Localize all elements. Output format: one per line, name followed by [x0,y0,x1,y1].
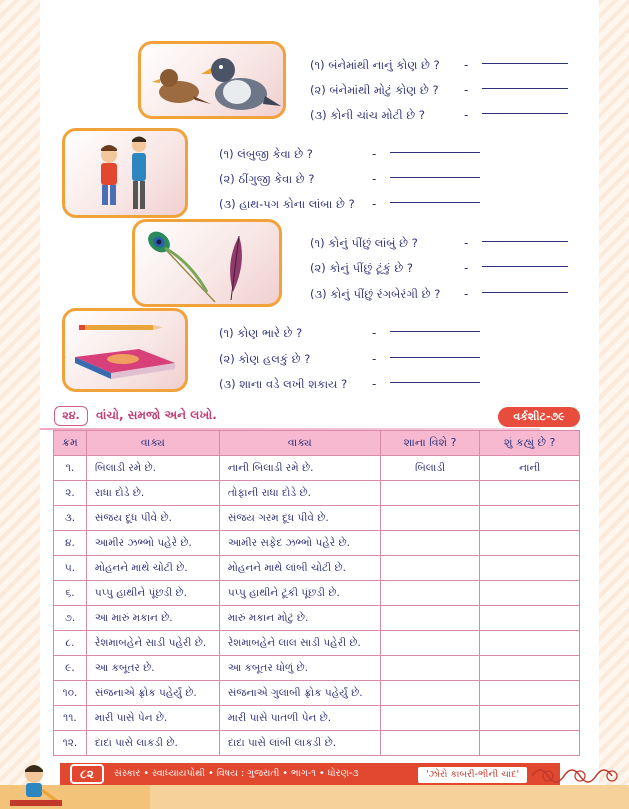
sentence-cell: પપ્પુ હાથીને પૂંછડી છે. [86,581,219,606]
answer-line-1-1[interactable] [482,63,568,64]
answer-cell[interactable] [480,606,580,631]
dash: - [464,287,469,301]
table-row [54,656,580,681]
answer-cell[interactable] [380,606,480,631]
answer-cell[interactable] [480,656,580,681]
serial-cell: ૧૦. [54,681,87,706]
sentence-cell: સંજય ગરમ દૂધ પીવે છે. [219,506,380,531]
exercise-heading [40,406,560,428]
table-row [54,681,580,706]
serial-cell: ૯. [54,656,87,681]
sentence-cell: રેશમાબહેને સાડી પહેરી છે. [86,631,219,656]
answer-cell[interactable] [380,481,480,506]
exercise-number: ૨૪. [54,406,88,426]
sentence-cell: પપ્પુ હાથીને ટૂંકી પૂંછડી છે. [219,581,380,606]
table-row [54,631,580,656]
dash: - [372,326,377,340]
footer-strip [150,785,629,809]
answer-cell[interactable] [380,506,480,531]
exercise-title: વાંચો, સમજો અને લખો. [96,408,217,422]
table-row [54,581,580,606]
sentence-cell: આમીર ઝભ્ભો પહેરે છે. [86,531,219,556]
sentence-cell: નાની બિલાડી રમે છે. [219,456,380,481]
sentence-cell: આ કબૂતર છે. [86,656,219,681]
answer-cell[interactable] [480,531,580,556]
dash: - [464,108,469,122]
serial-cell: ૬. [54,581,87,606]
sentence-cell: મોહનને માથે લાંબી ચોટી છે. [219,556,380,581]
book-pencil-picture [62,308,188,392]
sentence-cell: દાદા પાસે લાકડી છે. [86,731,219,756]
question-4-3: (૩) શાના વડે લખી શકાય ? [219,377,348,391]
table-row [54,531,580,556]
sentence-cell: સંજનાએ ગુલાબી ફ્રોક પહેર્યું છે. [219,681,380,706]
answer-cell[interactable] [480,731,580,756]
page-number: ૮૨ [70,764,104,784]
serial-cell: ૪. [54,531,87,556]
answer-cell[interactable]: નાની [480,456,580,481]
child-writing-icon [6,760,66,809]
header-what-said: શું કહ્યું છે ? [480,431,580,456]
sentence-cell: રેશમાબહેને લાલ સાડી પહેરી છે. [219,631,380,656]
answer-line-1-3[interactable] [482,113,568,114]
serial-cell: ૩. [54,506,87,531]
answer-cell[interactable] [380,581,480,606]
question-3-2: (૨) કોનું પીંછું ટૂંકું છે ? [310,261,414,275]
answer-cell[interactable] [480,631,580,656]
dash: - [464,58,469,72]
answer-line-2-2[interactable] [390,177,480,178]
table-row [54,606,580,631]
answer-cell[interactable] [380,706,480,731]
question-4-2: (૨) કોણ હલકું છે ? [219,352,311,366]
dash: - [372,377,377,391]
question-1-1: (૧) બંનેમાંથી નાનું કોણ છે ? [310,58,440,72]
table-header-row [54,431,580,456]
table-row [54,456,580,481]
dash: - [464,83,469,97]
sentence-cell: આ મારું મકાન છે. [86,606,219,631]
sentence-cell: બિલાડી રમે છે. [86,456,219,481]
sentence-cell: રાધા દોડે છે. [86,481,219,506]
dash: - [372,172,377,186]
answer-cell[interactable] [480,506,580,531]
answer-line-3-2[interactable] [482,266,568,267]
sentence-cell: સંજનાએ ફ્રોક પહેર્યું છે. [86,681,219,706]
dash: - [372,197,377,211]
answer-cell[interactable] [380,656,480,681]
sentence-cell: દાદા પાસે લાંબી લાકડી છે. [219,731,380,756]
boys-picture [62,128,188,218]
question-3-1: (૧) કોનું પીંછું લાંબું છે ? [310,236,418,250]
sentence-cell: મારી પાસે પાતળી પેન છે. [219,706,380,731]
answer-cell[interactable] [380,531,480,556]
right-margin-pattern [599,0,629,809]
answer-cell[interactable] [480,556,580,581]
table-row [54,506,580,531]
header-about-what: શાના વિશે ? [380,431,480,456]
answer-cell[interactable]: બિલાડી [380,456,480,481]
header-sentence-2: વાક્ય [219,431,380,456]
birds-picture [138,41,286,119]
answer-line-4-3[interactable] [390,382,480,383]
answer-line-3-3[interactable] [482,292,568,293]
answer-cell[interactable] [480,481,580,506]
serial-cell: ૧૧. [54,706,87,731]
dash: - [464,261,469,275]
question-1-3: (૩) કોની ચાંચ મોટી છે ? [310,108,425,122]
serial-cell: ૫. [54,556,87,581]
swirl-decoration-icon [528,762,628,786]
serial-cell: ૧૨. [54,731,87,756]
sentence-cell: મોહનને માથે ચોટી છે. [86,556,219,581]
answer-cell[interactable] [380,556,480,581]
table-row [54,706,580,731]
header-serial: ક્રમ [54,431,87,456]
dash: - [372,147,377,161]
question-4-1: (૧) કોણ ભારે છે ? [219,326,303,340]
answer-cell[interactable] [380,731,480,756]
serial-cell: ૨. [54,481,87,506]
answer-line-1-2[interactable] [482,88,568,89]
answer-line-2-3[interactable] [390,202,480,203]
dash: - [372,352,377,366]
footer-info: સંસ્કાર • સ્વાધ્યાયપોથી • વિષય : ગુજરાતી • ભાગ-૧ • ધોરણ-૩ [114,768,359,779]
table-row [54,731,580,756]
answer-line-4-1[interactable] [390,331,480,332]
dash: - [464,236,469,250]
serial-cell: ૧. [54,456,87,481]
sentence-cell: તોફાની રાધા દોડે છે. [219,481,380,506]
answer-cell[interactable] [380,681,480,706]
sentence-cell: સંજય દૂધ પીવે છે. [86,506,219,531]
header-sentence-1: વાક્ય [86,431,219,456]
sentence-cell: આમીર સફેદ ઝભ્ભો પહેરે છે. [219,531,380,556]
sentence-table [53,430,580,756]
left-margin-pattern [0,0,40,809]
table-row [54,556,580,581]
question-2-1: (૧) લંબુજી કેવા છે ? [219,147,313,161]
answer-cell[interactable] [480,706,580,731]
sentence-cell: મારું મકાન મોટું છે. [219,606,380,631]
feathers-picture [132,219,282,307]
question-1-2: (૨) બંનેમાંથી મોટું કોણ છે ? [310,83,439,97]
sentence-cell: મારી પાસે પેન છે. [86,706,219,731]
question-2-2: (૨) ઠીંગુજી કેવા છે ? [219,172,315,186]
question-3-3: (૩) કોનું પીંછું રંગબેરંગી છે ? [310,287,441,301]
page-footer [0,760,629,809]
question-2-3: (૩) હાથ-પગ કોના લાંબા છે ? [219,197,355,211]
table-row [54,481,580,506]
answer-line-4-2[interactable] [390,357,480,358]
serial-cell: ૭. [54,606,87,631]
answer-line-2-1[interactable] [390,152,480,153]
worksheet-badge: વર્કશીટ-૭૯ [498,407,580,427]
serial-cell: ૮. [54,631,87,656]
answer-cell[interactable] [380,631,480,656]
answer-cell[interactable] [480,681,580,706]
answer-cell[interactable] [480,581,580,606]
answer-line-3-1[interactable] [482,241,568,242]
footer-title: 'ઝોરો કાબરી-ભીની ચાંદ' [418,767,527,783]
sentence-cell: આ કબૂતર ધોળું છે. [219,656,380,681]
